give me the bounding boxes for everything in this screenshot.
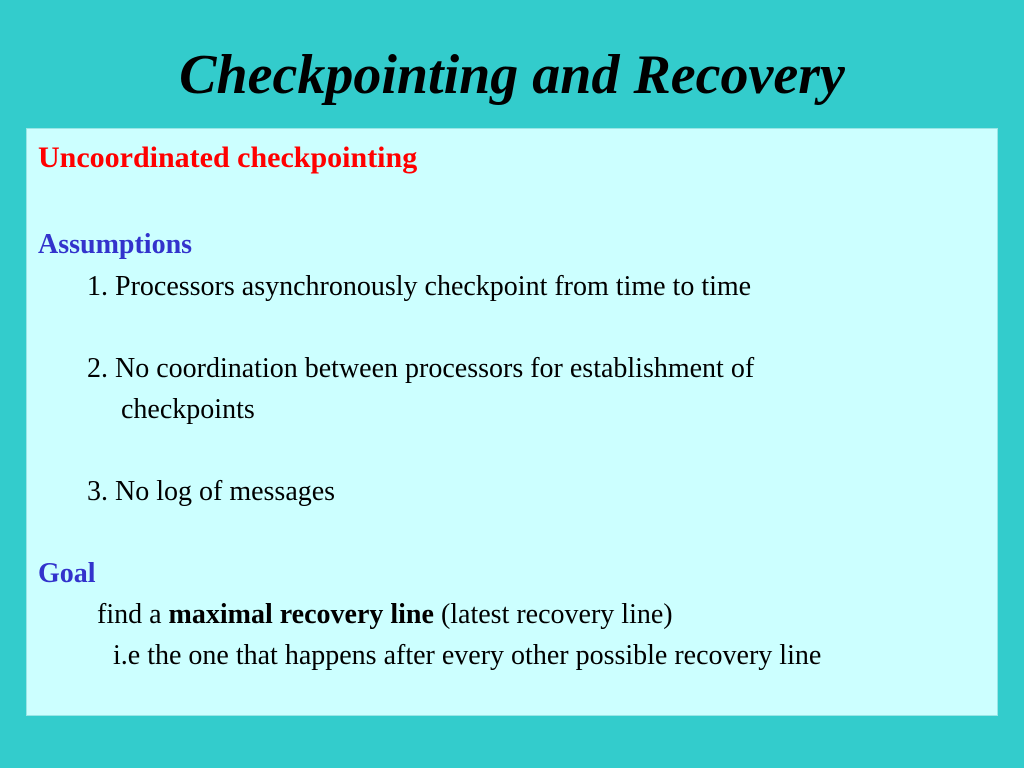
assumption-number: 1. [87, 271, 108, 302]
assumption-text: No coordination between processors for establishment of [115, 353, 755, 384]
assumption-item-1 [87, 270, 751, 304]
goal-heading: Goal [38, 558, 96, 589]
goal-emphasis: maximal recovery line [168, 599, 434, 630]
section-subtitle: Uncoordinated checkpointing [38, 141, 418, 174]
slide-title: Checkpointing and Recovery [179, 44, 845, 106]
goal-suffix: (latest recovery line) [433, 599, 673, 630]
assumption-item-2 [87, 352, 754, 386]
assumptions-heading: Assumptions [38, 229, 193, 260]
assumption-text: No log of messages [115, 476, 336, 507]
assumption-text: Processors asynchronously checkpoint from time to time [115, 271, 752, 302]
assumption-number: 2. [87, 353, 108, 384]
assumption-item-3 [87, 475, 335, 509]
assumption-item-2-continuation: checkpoints [121, 394, 255, 425]
goal-statement [97, 598, 673, 632]
content-panel [26, 128, 998, 716]
goal-explanation: i.e the one that happens after every other possible recovery line [113, 640, 822, 671]
assumption-number: 3. [87, 476, 108, 507]
goal-prefix: find a [97, 599, 169, 630]
